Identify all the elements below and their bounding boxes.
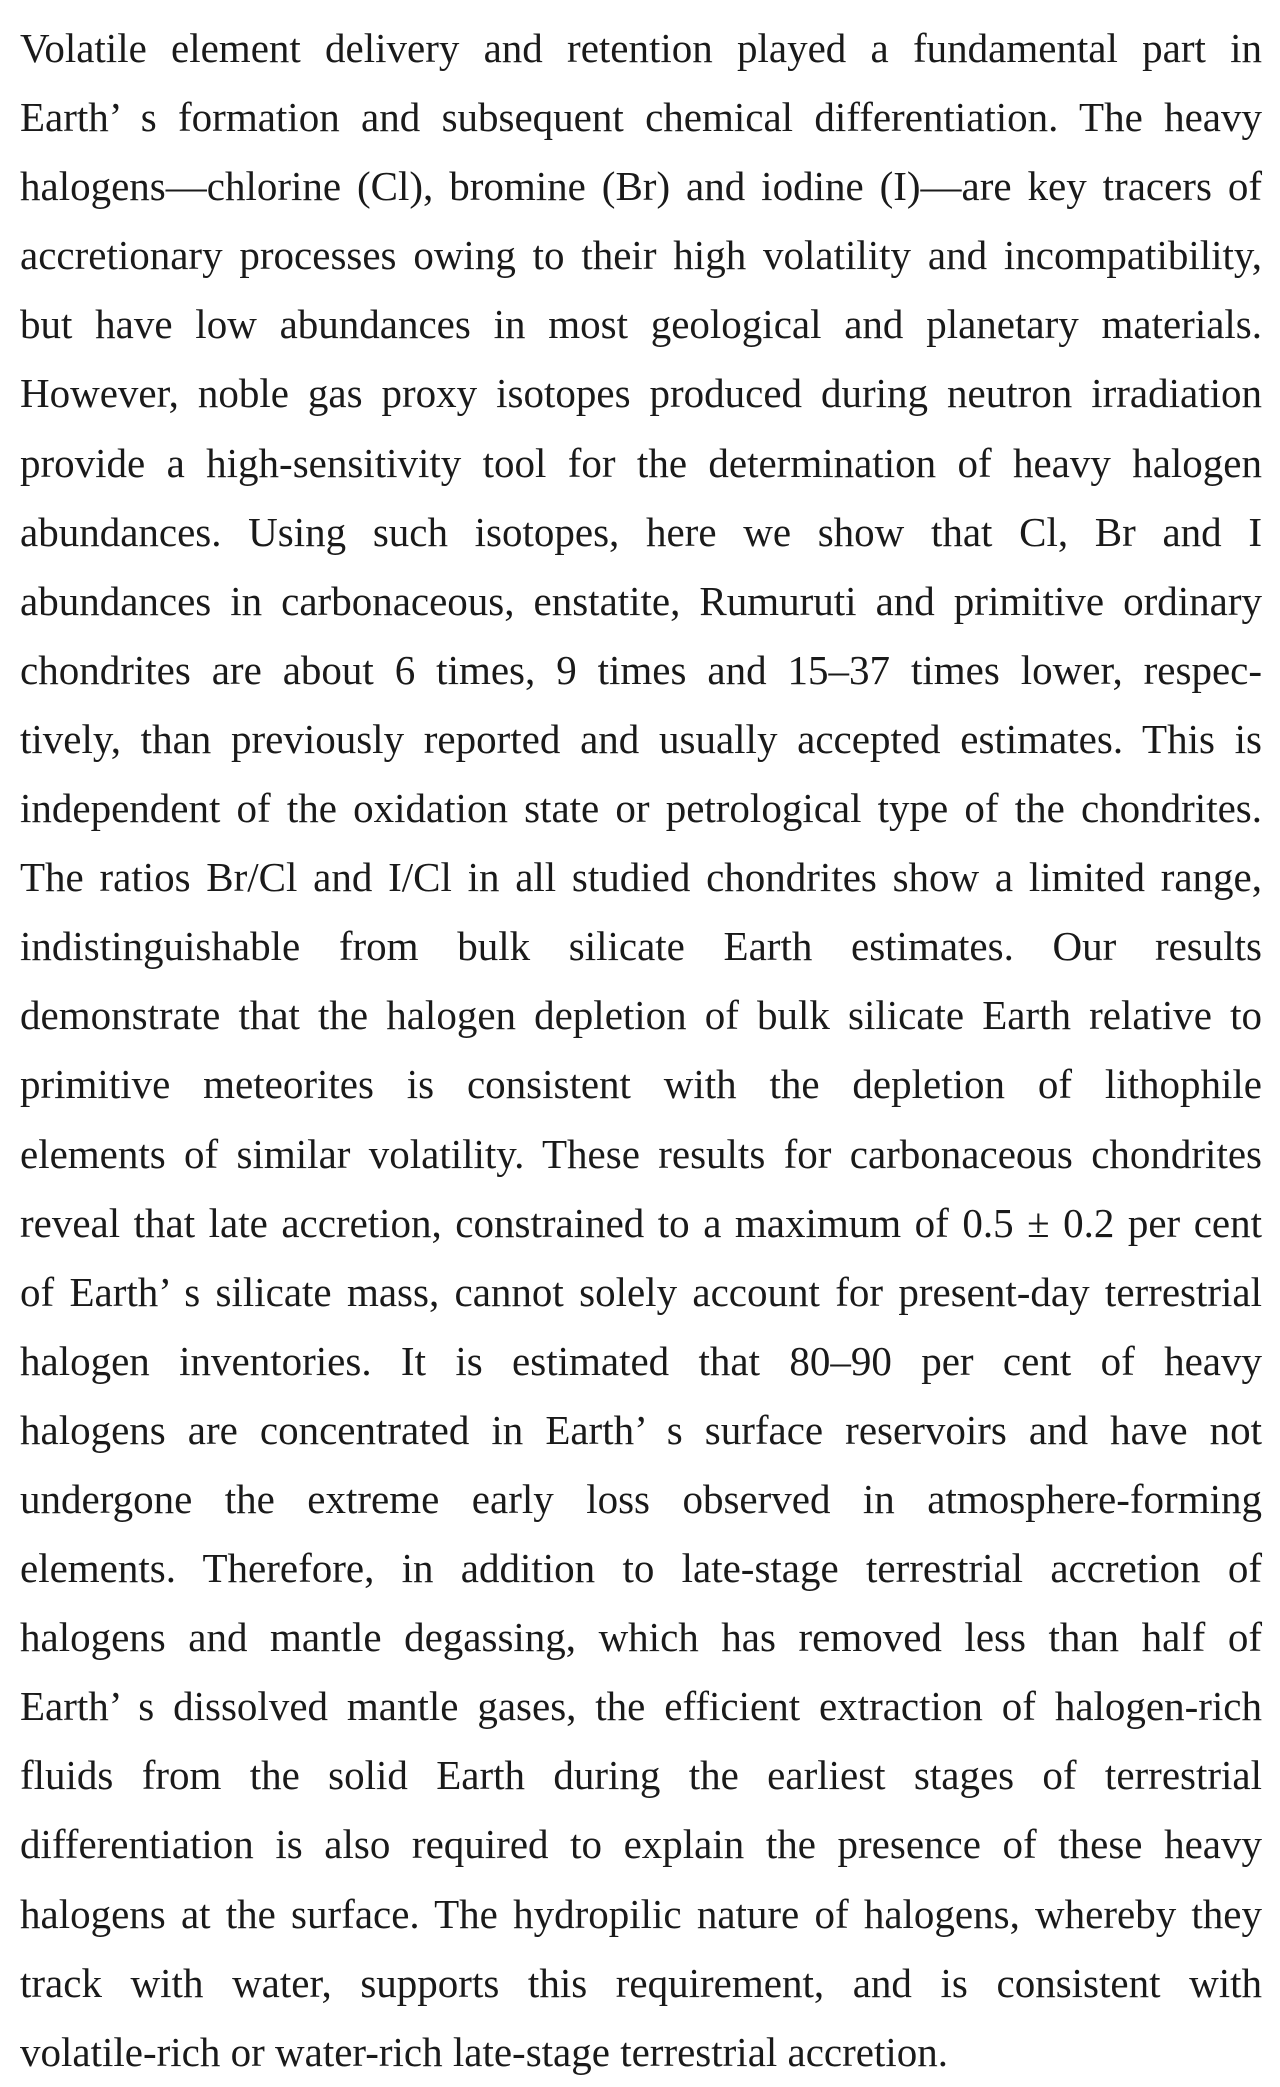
abstract-line: The ratios Br/Cl and I/Cl in all studied chondrites show a limited range, <box>20 854 1262 901</box>
abstract-line: demonstrate that the halogen depletion of bulk silicate Earth relative to <box>20 992 1262 1039</box>
abstract-line: halogens are concentrated in Earth’ s surface reservoirs and have not <box>20 1406 1262 1453</box>
abstract-line: indistinguishable from bulk silicate Earth estimates. Our results <box>20 923 1262 970</box>
abstract-line: volatile-rich or water-rich late-stage terrestrial accretion. <box>20 2028 949 2075</box>
abstract-line: halogen inventories. It is estimated that 80–90 per cent of heavy <box>20 1337 1262 1384</box>
abstract-line: halogens and mantle degassing, which has removed less than half of <box>20 1614 1262 1661</box>
abstract-line: tively, than previously reported and usually accepted estimates. This is <box>20 715 1262 762</box>
abstract-line: abundances in carbonaceous, enstatite, Rumuruti and primitive ordinary <box>20 577 1262 624</box>
abstract-line: elements of similar volatility. These results for carbonaceous chondrites <box>20 1130 1262 1177</box>
abstract-line: but have low abundances in most geological and planetary materials. <box>20 301 1262 348</box>
abstract-line: However, noble gas proxy isotopes produced during neutron irradiation <box>20 370 1262 417</box>
abstract-line: abundances. Using such isotopes, here we show that Cl, Br and I <box>20 508 1262 555</box>
abstract-line: reveal that late accretion, constrained to a maximum of 0.5 ± 0.2 per cent <box>20 1199 1262 1246</box>
abstract-line: chondrites are about 6 times, 9 times and 15–37 times lower, respec- <box>20 646 1262 693</box>
abstract-line: independent of the oxidation state or petrological type of the chondrites. <box>20 785 1262 832</box>
abstract-line: undergone the extreme early loss observed in atmosphere-forming <box>20 1475 1262 1522</box>
abstract-line: provide a high-sensitivity tool for the determination of heavy halogen <box>20 439 1262 486</box>
abstract-line: accretionary processes owing to their high volatility and incompatibility, <box>20 232 1262 279</box>
abstract-line: of Earth’ s silicate mass, cannot solely account for present-day terrestrial <box>20 1268 1262 1315</box>
abstract-line: fluids from the solid Earth during the earliest stages of terrestrial <box>20 1752 1262 1799</box>
abstract-line: differentiation is also required to explain the presence of these heavy <box>20 1821 1262 1868</box>
abstract-text-block <box>20 14 1262 2087</box>
abstract-line: primitive meteorites is consistent with the depletion of lithophile <box>20 1061 1262 1108</box>
abstract-line: Earth’ s dissolved mantle gases, the efficient extraction of halogen-rich <box>20 1683 1262 1730</box>
abstract-line: halogens at the surface. The hydropilic nature of halogens, whereby they <box>20 1890 1262 1937</box>
abstract-line: halogens—chlorine (Cl), bromine (Br) and iodine (I)—are key tracers of <box>20 163 1262 210</box>
abstract-line: Volatile element delivery and retention played a fundamental part in <box>20 25 1262 71</box>
abstract-line: Earth’ s formation and subsequent chemical differentiation. The heavy <box>20 94 1262 141</box>
abstract-line: elements. Therefore, in addition to late-stage terrestrial accretion of <box>20 1545 1262 1592</box>
abstract-line: track with water, supports this requirement, and is consistent with <box>20 1959 1262 2006</box>
